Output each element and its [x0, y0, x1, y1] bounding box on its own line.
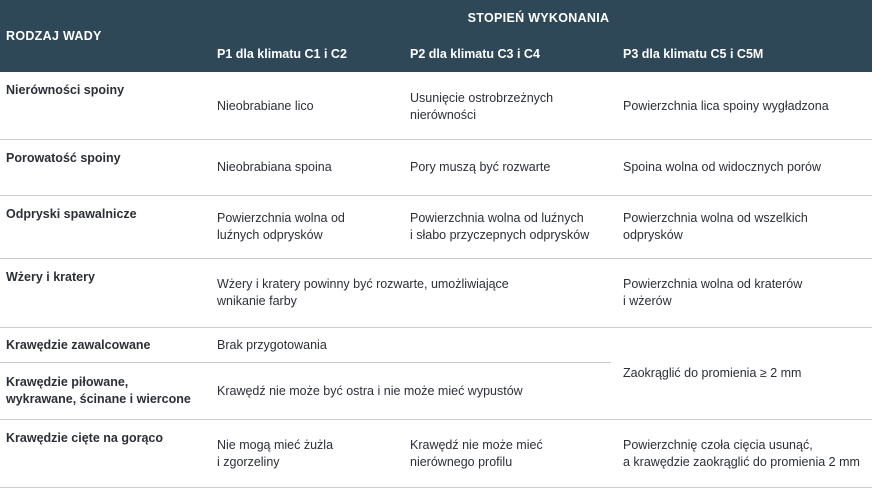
table-row	[0, 196, 872, 259]
cell-p1-p2: Krawędź nie może być ostra i nie może mieć wypustów	[205, 363, 611, 420]
cell-p3: Powierzchnia wolna od kraterów i wżerów	[611, 259, 872, 328]
cell-p3: Powierzchnia wolna od wszelkich odprysków	[611, 196, 872, 259]
cell-p2: Krawędź nie może mieć nierównego profilu	[398, 420, 611, 488]
cell-p1-p2: Wżery i kratery powinny być rozwarte, umożliwiające wnikanie farby	[205, 259, 611, 328]
row-label: Odpryski spawalnicze	[0, 196, 205, 259]
row-label: Porowatość spoiny	[0, 140, 205, 196]
row-label: Krawędzie cięte na gorąco	[0, 420, 205, 488]
header-execution-grade: STOPIEŃ WYKONANIA	[205, 0, 872, 36]
cell-p1-p2: Brak przygotowania	[217, 337, 327, 352]
cell-p3: Powierzchnię czoła cięcia usunąć, a krawędzie zaokrąglić do promienia 2 mm	[611, 420, 872, 488]
cell-p1: Nieobrabiane lico	[205, 72, 398, 140]
header-p1: P1 dla klimatu C1 i C2	[205, 36, 398, 72]
cell-p1: Nie mogą mieć żużla i zgorzeliny	[205, 420, 398, 488]
row-label: Krawędzie piłowane, wykrawane, ścinane i wiercone	[0, 363, 205, 420]
table-row	[0, 72, 872, 140]
table-row	[0, 328, 872, 363]
table-row	[0, 259, 872, 328]
header-p2: P2 dla klimatu C3 i C4	[398, 36, 611, 72]
cell-p3: Powierzchnia lica spoiny wygładzona	[611, 72, 872, 140]
row-label: Wżery i kratery	[0, 259, 205, 328]
table-row	[0, 420, 872, 488]
header-p3: P3 dla klimatu C5 i C5M	[611, 36, 872, 72]
row-label: Nierówności spoiny	[0, 72, 205, 140]
cell-p3: Spoina wolna od widocznych porów	[611, 140, 872, 196]
table-row	[0, 140, 872, 196]
cell-p2: Powierzchnia wolna od luźnych i słabo przyczepnych odprysków	[398, 196, 611, 259]
header-defect-type: RODZAJ WADY	[0, 0, 205, 72]
cell-p1: Nieobrabiana spoina	[205, 140, 398, 196]
cell-p2: Usunięcie ostrobrzeżnych nierówności	[398, 72, 611, 140]
cell-p3-shared: Zaokrąglić do promienia ≥ 2 mm	[611, 328, 872, 420]
row-label: Krawędzie zawalcowane	[0, 328, 205, 363]
cell-p2: Pory muszą być rozwarte	[398, 140, 611, 196]
cell-p1: Powierzchnia wolna od luźnych odprysków	[205, 196, 398, 259]
